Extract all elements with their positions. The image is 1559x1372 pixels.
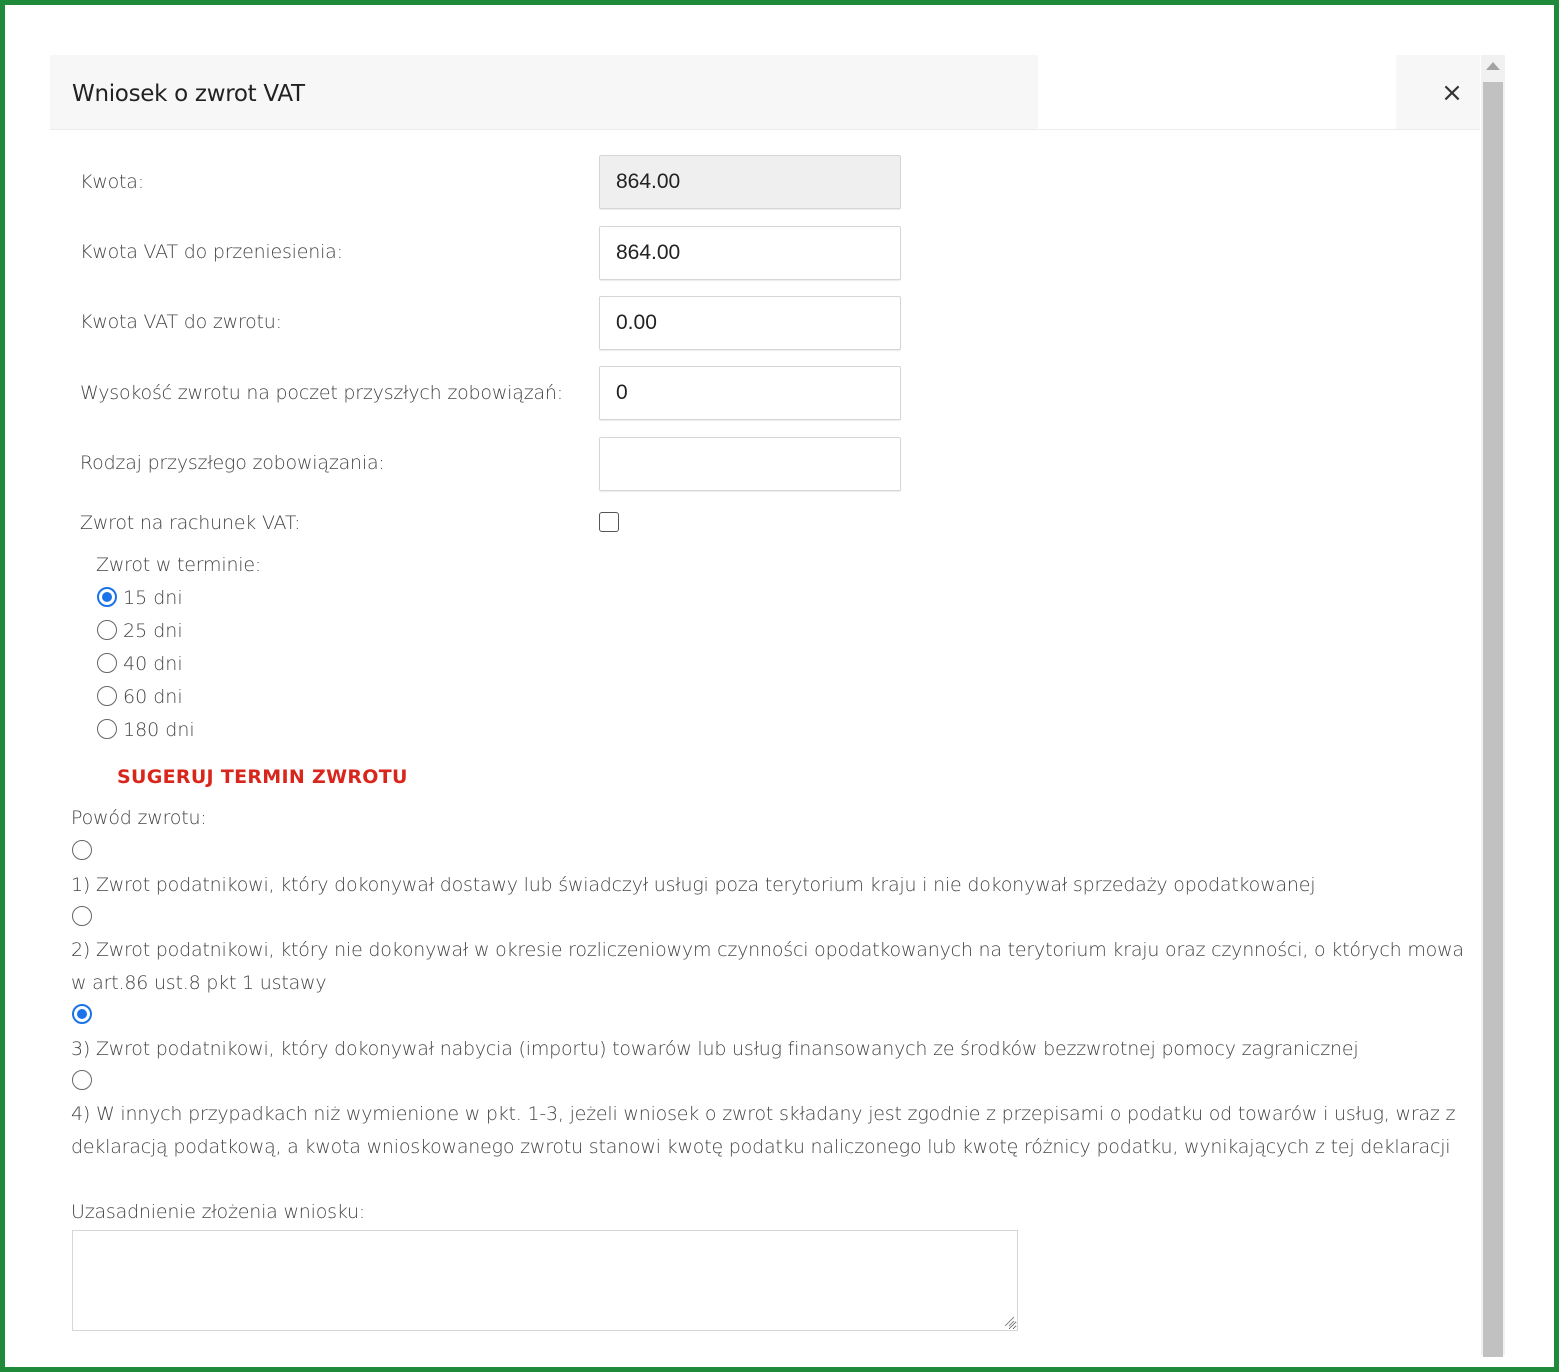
- reason-label: Powód zwrotu:: [71, 807, 207, 829]
- scroll-up-arrow-icon[interactable]: [1486, 62, 1500, 70]
- term-option-label: 15 dni: [123, 587, 183, 609]
- term-radio-40[interactable]: [97, 653, 117, 673]
- amount-label: Kwota:: [80, 171, 144, 193]
- modal-title: Wniosek o zwrot VAT: [72, 81, 305, 107]
- term-radio-60[interactable]: [97, 686, 117, 706]
- term-option-label: 60 dni: [123, 686, 183, 708]
- reason-radio-1[interactable]: [72, 840, 92, 860]
- term-radio-15[interactable]: [97, 587, 117, 607]
- justification-textarea[interactable]: [72, 1230, 1018, 1331]
- term-radio-180[interactable]: [97, 719, 117, 739]
- vat-transfer-field[interactable]: [599, 226, 901, 280]
- term-radio-25[interactable]: [97, 620, 117, 640]
- justification-label: Uzasadnienie złożenia wniosku:: [71, 1201, 366, 1223]
- reason-radio-3[interactable]: [72, 1004, 92, 1024]
- modal-header: [50, 55, 1480, 130]
- term-option-label: 40 dni: [123, 653, 183, 675]
- future-liability-type-field[interactable]: [599, 437, 901, 491]
- amount-field[interactable]: [599, 155, 901, 209]
- vat-refund-field[interactable]: [599, 296, 901, 350]
- term-label: Zwrot w terminie:: [96, 554, 262, 576]
- vat-account-label: Zwrot na rachunek VAT:: [80, 512, 301, 534]
- vat-refund-label: Kwota VAT do zwrotu:: [80, 311, 282, 333]
- future-liability-amount-label: Wysokość zwrotu na poczet przyszłych zobowiązań:: [80, 382, 563, 404]
- reason-option-label: 1) Zwrot podatnikowi, który dokonywał dostawy lub świadczył usługi poza terytorium kraju i nie dokonywał sprzedaży opodatkowanej: [71, 874, 1316, 896]
- suggest-term-button[interactable]: SUGERUJ TERMIN ZWROTU: [117, 766, 408, 788]
- future-liability-type-label: Rodzaj przyszłego zobowiązania:: [80, 452, 385, 474]
- header-blank-area: [1038, 55, 1396, 129]
- scrollbar-thumb[interactable]: [1483, 82, 1503, 1357]
- reason-option-label: 2) Zwrot podatnikowi, który nie dokonywał w okresie rozliczeniowym czynności opodatkowanych na terytorium kraju oraz czynności, o których mowa w art.86 ust.8 pkt 1 ustawy: [71, 939, 1464, 994]
- vat-account-checkbox[interactable]: [599, 512, 619, 532]
- reason-radio-2[interactable]: [72, 906, 92, 926]
- close-icon[interactable]: ×: [1441, 78, 1463, 108]
- reason-radio-4[interactable]: [72, 1070, 92, 1090]
- term-option-label: 180 dni: [123, 719, 195, 741]
- future-liability-amount-field[interactable]: [599, 366, 901, 420]
- vat-transfer-label: Kwota VAT do przeniesienia:: [80, 241, 343, 263]
- resize-grip-icon[interactable]: [1003, 1315, 1015, 1327]
- term-option-label: 25 dni: [123, 620, 183, 642]
- reason-option-label: 4) W innych przypadkach niż wymienione w pkt. 1-3, jeżeli wniosek o zwrot składany jest zgodnie z przepisami o podatku od towarów i usług, wraz z deklaracją podatkową, a kwota wnioskowanego zwrotu stanowi kwotę podatku naliczonego lub kwotę różnicy podatku, wynikających z tej deklaracji: [71, 1103, 1456, 1158]
- reason-option-label: 3) Zwrot podatnikowi, który dokonywał nabycia (importu) towarów lub usług finansowanych ze środków bezzwrotnej pomocy zagranicznej: [71, 1038, 1359, 1060]
